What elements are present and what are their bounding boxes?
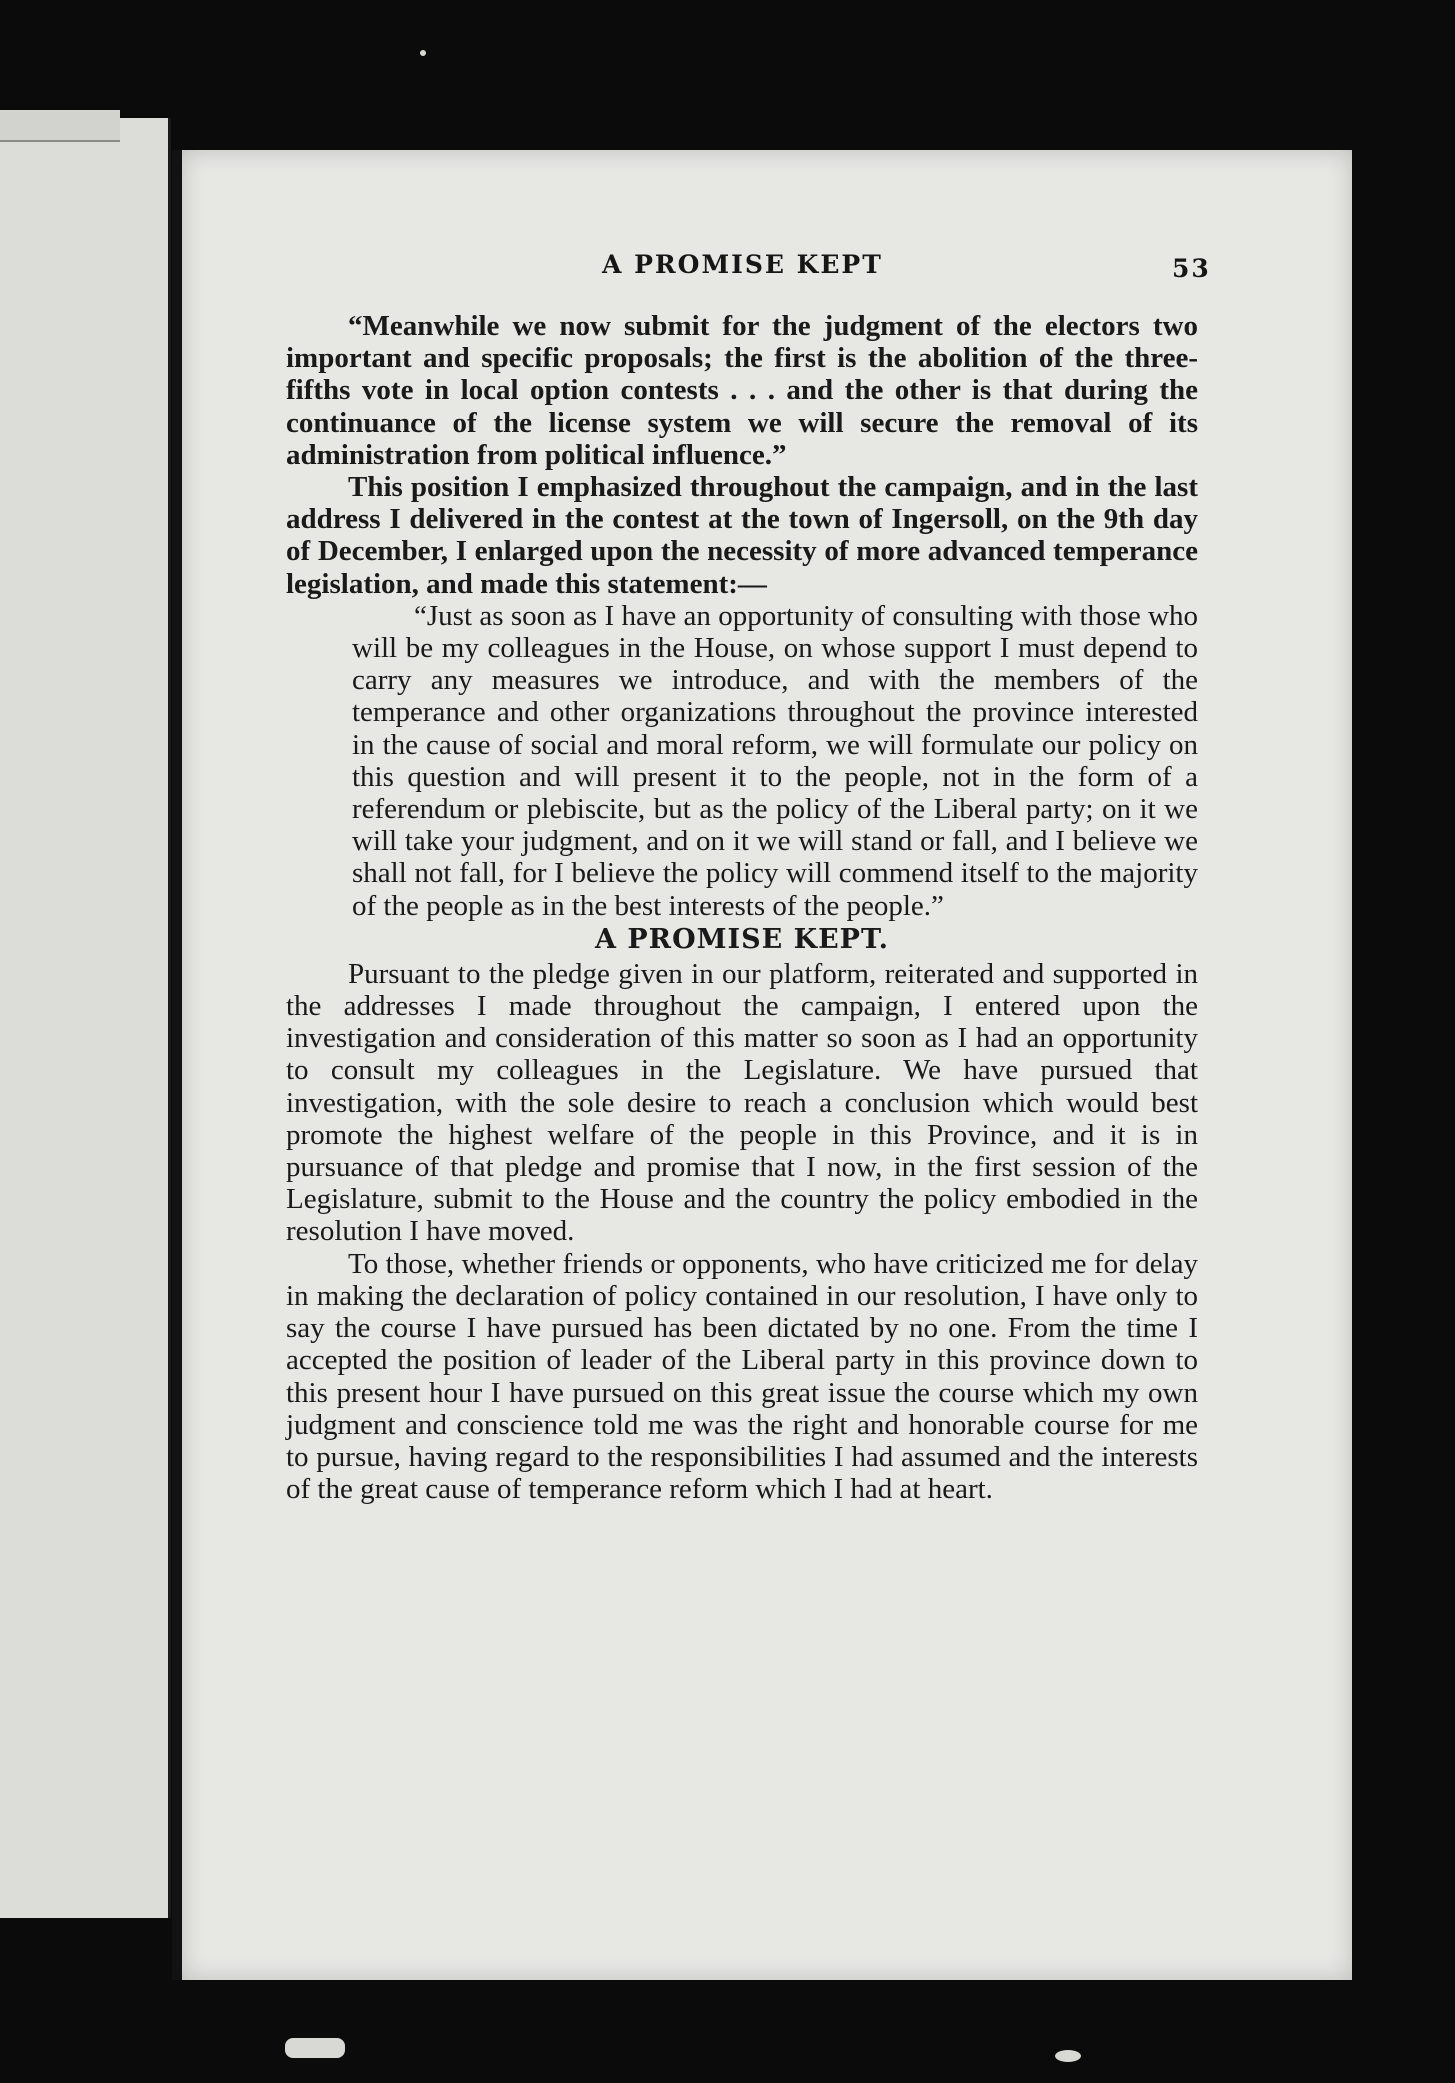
dust-speck xyxy=(1055,2050,1081,2062)
block-quotation: “Just as soon as I have an opportunity of consulting with those who will be my colleagues in the House, on whose support I must depend to carry any measures we introduce, and with the members of the temperance and other organizations throughout the province interested in the cause of social and moral reform, we will formulate our policy on this question and will present it to the people, not in the form of a referendum or plebiscite, but as the policy of the Liberal party; on it we will take your judgment, and on it we will stand or fall, and I believe we shall not fall, for I believe the policy will commend itself to the majority of the people as in the best interests of the people.” xyxy=(352,599,1198,922)
book-spine-shadow xyxy=(172,150,182,1980)
adjacent-page-edge xyxy=(0,118,171,1918)
campaign-position-paragraph: This position I emphasized throughout the campaign, and in the last address I delivered in the contest at the town of Ingersoll, on the 9th day of December, I enlarged upon the necessity of more advanced temperance legislation, and made this statement:— xyxy=(286,471,1198,600)
body-text xyxy=(286,310,1198,1505)
book-page xyxy=(182,150,1352,1980)
running-title: A PROMISE KEPT xyxy=(602,250,883,279)
dust-speck xyxy=(285,2038,345,2058)
section-heading: A PROMISE KEPT. xyxy=(595,923,889,955)
opening-quotation-paragraph: “Meanwhile we now submit for the judgment of the electors two important and specific proposals; the first is the abolition of the three-fifths vote in local option contests . . . and the other is that during the continuance of the license system we will secure the removal of its administration from political influence.” xyxy=(286,310,1198,471)
closing-paragraph: To those, whether friends or opponents, who have criticized me for delay in making the declaration of policy contained in our resolution, I have only to say the course I have pursued has been dictated by no one. From the time I accepted the position of leader of the Liberal party in this province down to this present hour I have pursued on this great issue the course which my own judgment and conscience told me was the right and honorable course for me to pursue, having regard to the responsibilities I had assumed and the interests of the great cause of temperance reform which I had at heart. xyxy=(286,1247,1198,1506)
running-header xyxy=(182,250,1352,290)
page-number: 53 xyxy=(1172,254,1211,283)
dust-speck xyxy=(420,50,426,56)
adjacent-page-fold xyxy=(0,110,120,142)
pledge-paragraph: Pursuant to the pledge given in our platform, reiterated and supported in the addresses I made throughout the campaign, I entered upon the investigation and consideration of this matter so soon as I had an opportunity to consult my colleagues in the Legislature. We have pursued that investigation, with the sole desire to reach a conclusion which would best promote the highest welfare of the people in this Province, and it is in pursuance of that pledge and promise that I now, in the first session of the Legislature, submit to the House and the country the policy embodied in the resolution I have moved. xyxy=(286,957,1198,1248)
